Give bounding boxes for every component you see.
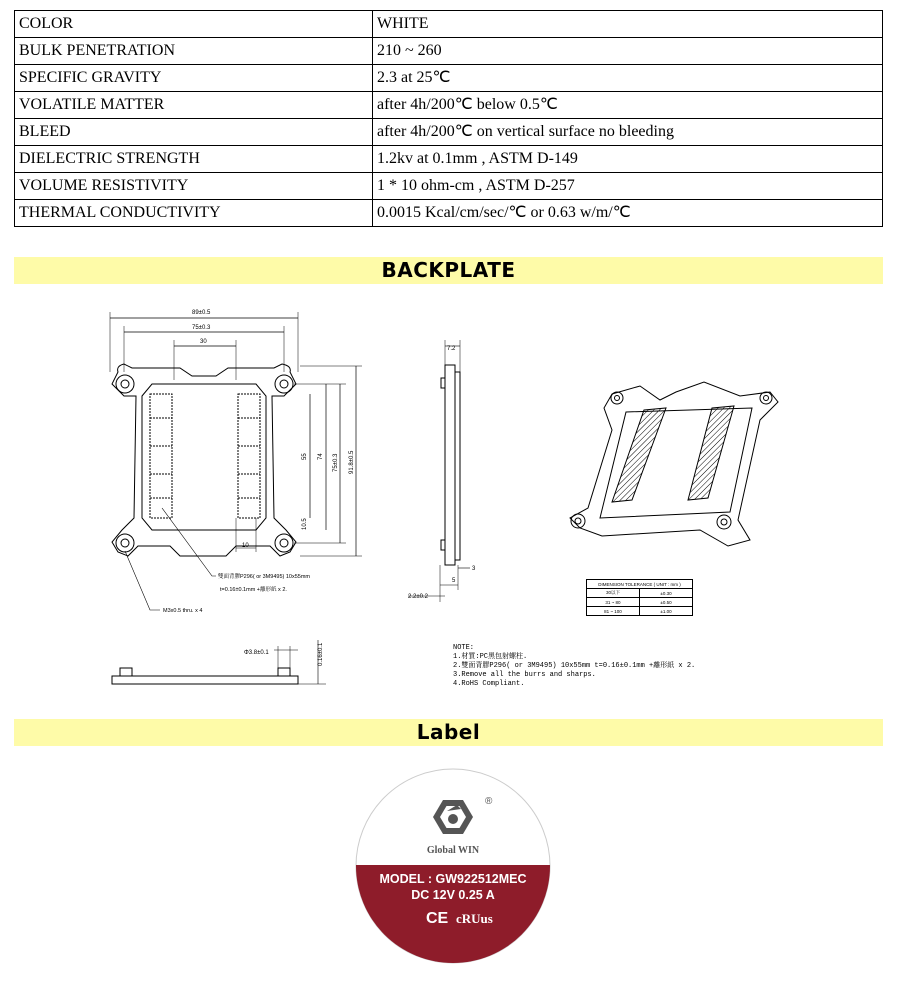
tape-callout-line1: 雙面背膠P296( or 3M9495) 10x55mm xyxy=(218,574,311,580)
dim-91: 91.8±0.5 xyxy=(349,450,355,474)
tolerance-table xyxy=(586,579,693,616)
power-line: DC 12V 0.25 A xyxy=(411,888,495,902)
dim-10-5: 10.5 xyxy=(302,518,308,530)
registered-mark: ® xyxy=(485,796,493,807)
screw-callout: M3x0.5 thru. x 4 xyxy=(163,608,203,614)
dim-74: 74 xyxy=(318,453,324,460)
tolerance-cell: 81 ~ 100 xyxy=(587,607,640,616)
spec-property: SPECIFIC GRAVITY xyxy=(15,65,373,92)
tolerance-cell: ±0.30 xyxy=(640,589,693,598)
spec-value: 210 ~ 260 xyxy=(373,38,883,65)
backplate-top-view xyxy=(112,364,296,556)
spec-value: after 4h/200℃ on vertical surface no bleeding xyxy=(373,119,883,146)
dim-89: 89±0.5 xyxy=(192,310,211,316)
dim-75: 75±0.3 xyxy=(192,325,211,331)
label-heading: Label xyxy=(14,719,883,746)
ul-mark-icon: cRUus xyxy=(456,911,493,926)
tolerance-cell: 30以下 xyxy=(587,589,640,598)
backplate-iso-view xyxy=(570,382,778,546)
spec-property: COLOR xyxy=(15,11,373,38)
spec-property: VOLUME RESISTIVITY xyxy=(15,173,373,200)
spec-property: BULK PENETRATION xyxy=(15,38,373,65)
dim-30: 30 xyxy=(200,339,207,345)
dim-3-8: Φ3.8±0.1 xyxy=(244,650,269,656)
spec-property: DIELECTRIC STRENGTH xyxy=(15,146,373,173)
dim-0-16: 0.16±0.1 xyxy=(318,642,324,666)
tolerance-row xyxy=(587,598,693,607)
spec-value: WHITE xyxy=(373,11,883,38)
note-line: 3.Remove all the burrs and sharps. xyxy=(453,671,596,679)
spec-value: after 4h/200℃ below 0.5℃ xyxy=(373,92,883,119)
dim-10: 10 xyxy=(242,543,249,549)
spec-value: 1 * 10 ohm-cm , ASTM D-257 xyxy=(373,173,883,200)
drawing-notes xyxy=(453,644,695,689)
backplate-heading: BACKPLATE xyxy=(14,257,883,284)
label-disc xyxy=(354,767,552,965)
spec-property: BLEED xyxy=(15,119,373,146)
dim-3: 3 xyxy=(472,566,476,572)
tolerance-header: DIMENSION TOLERANCE ( UNIT : mm ) xyxy=(587,580,693,589)
note-line: 1.材質:PC黑包射螺柱. xyxy=(453,653,528,661)
note-line: 4.RoHS Compliant. xyxy=(453,680,525,688)
brand-name: Global WIN xyxy=(426,845,480,856)
spec-property: VOLATILE MATTER xyxy=(15,92,373,119)
tolerance-row xyxy=(587,607,693,616)
tolerance-cell: 31 ~ 80 xyxy=(587,598,640,607)
dim-55: 55 xyxy=(302,453,308,460)
spec-value: 1.2kv at 0.1mm , ASTM D-149 xyxy=(373,146,883,173)
note-line: 2.雙面背膠P296( or 3M9495) 10x55mm t=0.16±0.1mm +離形紙 x 2. xyxy=(453,662,696,670)
tolerance-cell: ±0.50 xyxy=(640,598,693,607)
dim-2-2: 2.2±0.2 xyxy=(408,594,428,600)
tape-callout-line2: t=0.16±0.1mm +離形紙 x 2. xyxy=(220,587,287,593)
note-line: NOTE: xyxy=(453,644,475,652)
tolerance-cell: ±1.00 xyxy=(640,607,693,616)
dim-5: 5 xyxy=(452,578,456,584)
model-line: MODEL : GW922512MEC xyxy=(379,872,527,886)
dim-7-2: 7.2 xyxy=(447,346,456,352)
spec-value: 2.3 at 25℃ xyxy=(373,65,883,92)
spec-property: THERMAL CONDUCTIVITY xyxy=(15,200,373,227)
ce-mark-icon: CE xyxy=(426,910,449,927)
product-label xyxy=(354,767,552,965)
tolerance-row xyxy=(587,589,693,598)
spec-value: 0.0015 Kcal/cm/sec/℃ or 0.63 w/m/℃ xyxy=(373,200,883,227)
dim-75v: 75±0.3 xyxy=(333,453,339,472)
